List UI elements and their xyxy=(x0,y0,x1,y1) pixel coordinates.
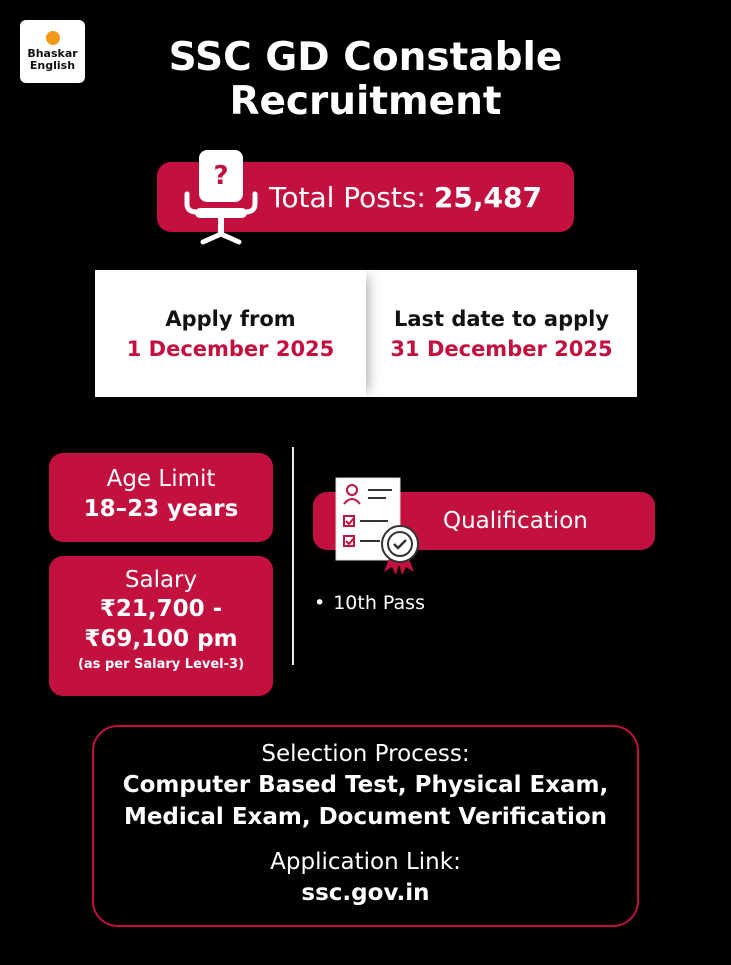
selection-label: Selection Process: xyxy=(261,741,470,767)
salary-value-line1: ₹21,700 - xyxy=(99,596,223,622)
certificate-checklist-icon xyxy=(334,476,424,576)
apply-from-label: Apply from xyxy=(165,306,296,331)
bullet-icon: • xyxy=(314,592,326,614)
selection-value-line2: Medical Exam, Document Verification xyxy=(123,804,608,830)
page-title xyxy=(0,36,731,124)
selection-value-line1: Computer Based Test, Physical Exam, xyxy=(122,772,609,798)
svg-text:?: ? xyxy=(213,161,229,191)
age-limit-value: 18–23 years xyxy=(83,496,239,522)
salary-value-line2: ₹69,100 pm xyxy=(84,626,238,652)
total-posts-label: Total Posts: xyxy=(269,180,426,214)
last-date-cell xyxy=(366,270,637,397)
last-date-label: Last date to apply xyxy=(393,306,610,331)
last-date-value: 31 December 2025 xyxy=(390,336,613,361)
dates-panel xyxy=(95,270,637,397)
salary-note: (as per Salary Level-3) xyxy=(77,657,245,672)
qualification-item xyxy=(314,592,425,614)
apply-from-cell xyxy=(95,270,366,397)
selection-box xyxy=(92,725,639,927)
salary-box xyxy=(49,556,273,696)
title-line2: Recruitment xyxy=(229,79,502,124)
qualification-label: Qualification xyxy=(443,508,588,534)
qualification-item-text: 10th Pass xyxy=(333,592,425,614)
age-limit-label: Age Limit xyxy=(106,466,216,492)
logo-line2: English xyxy=(29,59,76,72)
apply-from-value: 1 December 2025 xyxy=(126,336,335,361)
column-divider xyxy=(292,447,294,665)
total-posts-value: 25,487 xyxy=(433,180,542,214)
application-link-label: Application Link: xyxy=(270,849,461,875)
title-line1: SSC GD Constable xyxy=(168,35,563,80)
salary-label: Salary xyxy=(124,567,198,593)
office-chair-icon xyxy=(177,148,269,246)
logo-line1: Bhaskar xyxy=(27,47,78,60)
application-link-value[interactable]: ssc.gov.in xyxy=(301,880,430,906)
age-limit-box xyxy=(49,453,273,542)
